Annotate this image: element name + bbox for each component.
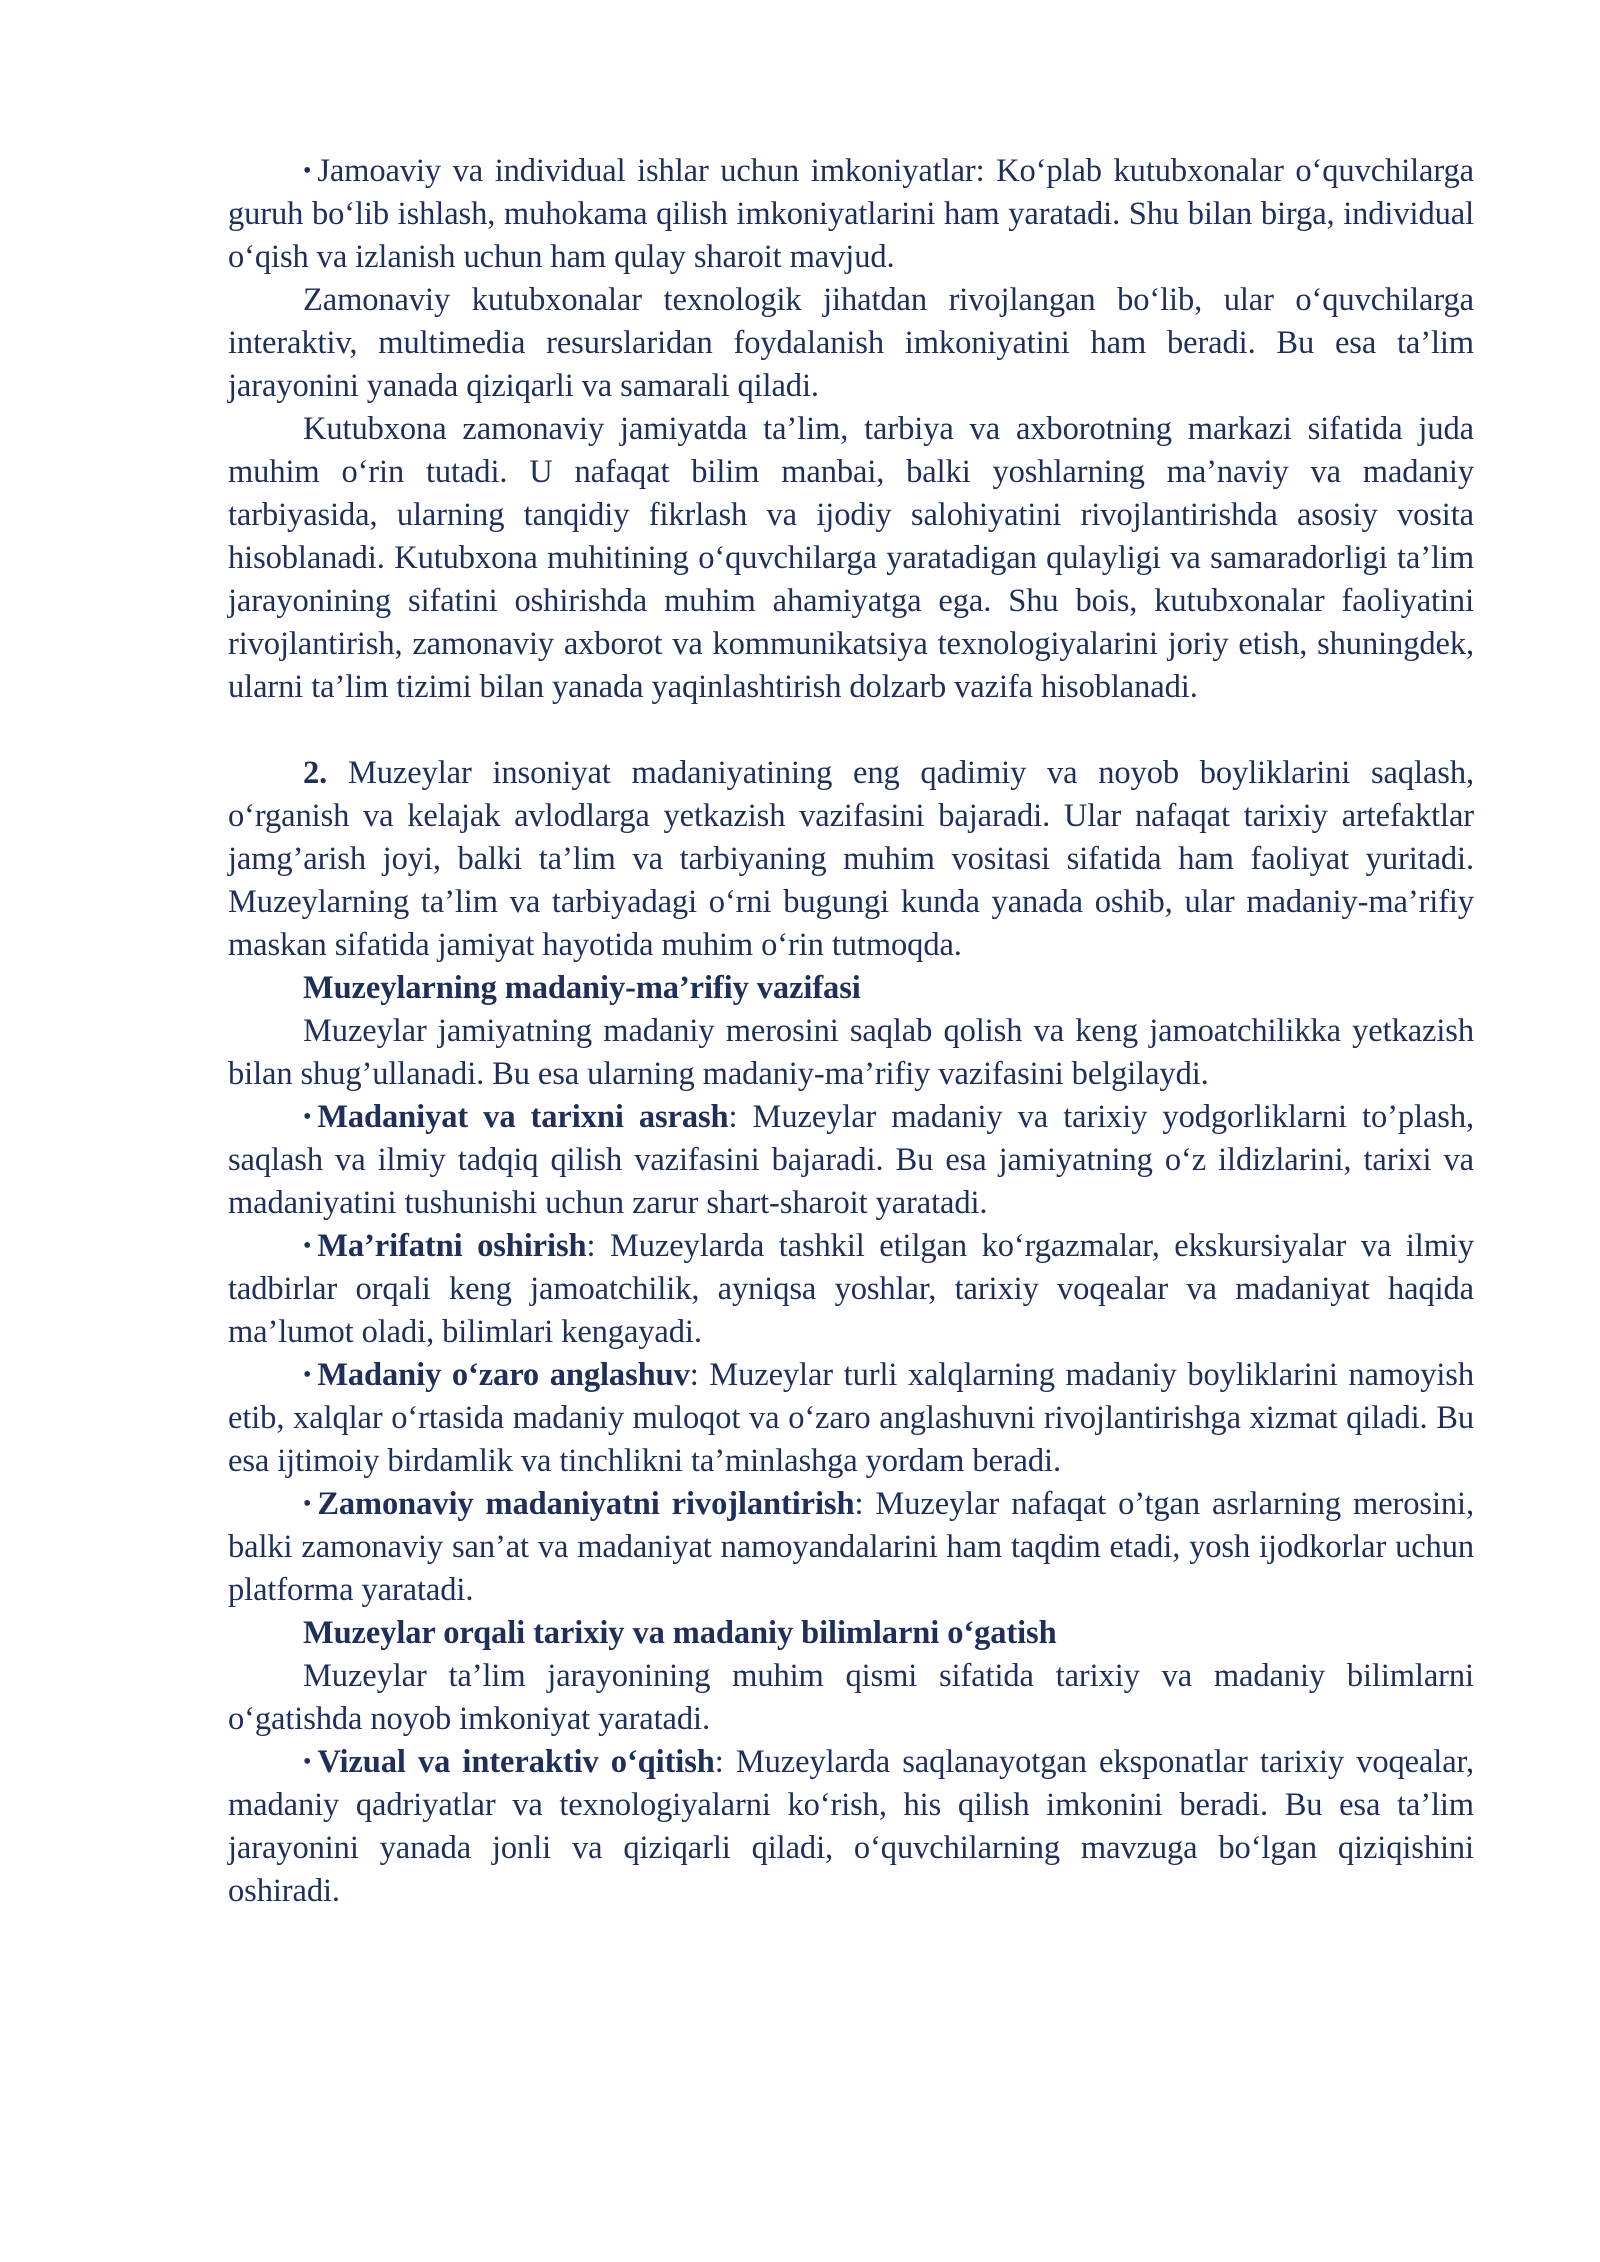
bullet-icon: •	[303, 1233, 312, 1259]
bullet-text: : Muzeylarda saqlanayotgan eksponatlar tarixiy voqealar, madaniy qadriyatlar va texnologiyalarni ko‘rish, his qilish imkonini beradi. Bu esa ta’lim jarayonini yanada jonli va qiziqarli qiladi, o‘quvchilarning mavzuga bo‘lgan qiziqishini oshiradi.	[228, 1744, 1474, 1909]
paragraph-library-role: Kutubxona zamonaviy jamiyatda ta’lim, tarbiya va axborotning markazi sifatida juda muhim o‘rin tutadi. U nafaqat bilim manbai, balki yoshlarning ma’naviy va madaniy tarbiyasida, ularning tanqidiy fikrlash va ijodiy salohiyatini rivojlantirishda asosiy vosita hisoblanadi. Kutubxona muhitining o‘quvchilarga yaratadigan qulayligi va samaradorligi ta’lim jarayonining sifatini oshirishda muhim ahamiyatga ega. Shu bois, kutubxonalar faoliyatini rivojlantirish, zamonaviy axborot va kommunikatsiya texnologiyalarini joriy etish, shuningdek, ularni ta’lim tizimi bilan yanada yaqinlashtirish dolzarb vazifa hisoblanadi.	[228, 411, 1474, 705]
bullet-preserve-history	[228, 1096, 1474, 1225]
heading-cultural-mission: Muzeylarning madaniy-ma’rifiy vazifasi	[303, 970, 861, 1006]
bullet-visual-learning	[228, 1741, 1474, 1913]
bullet-text: : Muzeylarda tashkil etilgan ko‘rgazmalar, ekskursiyalar va ilmiy tadbirlar orqali keng jamoatchilik, ayniqsa yoshlar, tarixiy voqealar va madaniyat haqida ma’lumot oladi, bilimlari kengayadi.	[228, 1228, 1474, 1350]
section-number: 2.	[303, 755, 328, 791]
document-page	[228, 150, 1474, 1913]
bullet-cultural-understanding	[228, 1354, 1474, 1483]
bullet-enlightenment	[228, 1225, 1474, 1354]
bullet-lead: Madaniyat va tarixni asrash	[317, 1099, 729, 1135]
bullet-icon: •	[303, 158, 312, 184]
bullet-text: : Muzeylar turli xalqlarning madaniy boyliklarini namoyish etib, xalqlar o‘rtasida madaniy muloqot va o‘zaro anglashuvni rivojlantirishga xizmat qiladi. Bu esa ijtimoiy birdamlik va tinchlikni ta’minlashga yordam beradi.	[228, 1357, 1474, 1479]
paragraph-modern-libraries: Zamonaviy kutubxonalar texnologik jihatdan rivojlangan bo‘lib, ular o‘quvchilarga interaktiv, multimedia resurslaridan foydalanish imkoniyatini ham beradi. Bu esa ta’lim jarayonini yanada qiziqarli va samarali qiladi.	[228, 282, 1474, 404]
bullet-lead: Vizual va interaktiv o‘qitish	[317, 1744, 715, 1780]
blank-line	[228, 709, 1474, 752]
paragraph-text: Muzeylar insoniyat madaniyatining eng qadimiy va noyob boyliklarini saqlash, o‘rganish va kelajak avlodlarga yetkazish vazifasini bajaradi. Ular nafaqat tarixiy artefaktlar jamg’arish joyi, balki ta’lim va tarbiyaning muhim vositasi sifatida ham faoliyat yuritadi. Muzeylarning ta’lim va tarbiyadagi o‘rni bugungi kunda yanada oshib, ular madaniy-ma’rifiy maskan sifatida jamiyat hayotida muhim o‘rin tutmoqda.	[228, 755, 1474, 963]
paragraph-teaching-knowledge: Muzeylar ta’lim jarayonining muhim qismi sifatida tarixiy va madaniy bilimlarni o‘gatishda noyob imkoniyat yaratadi.	[228, 1658, 1474, 1737]
bullet-icon: •	[303, 1104, 312, 1130]
bullet-paragraph-collaboration	[228, 150, 1474, 279]
bullet-modern-culture	[228, 1483, 1474, 1612]
heading-teaching-knowledge: Muzeylar orqali tarixiy va madaniy bilimlarni o‘gatish	[303, 1615, 1057, 1651]
paragraph-cultural-mission: Muzeylar jamiyatning madaniy merosini saqlab qolish va keng jamoatchilikka yetkazish bilan shug’ullanadi. Bu esa ularning madaniy-ma’rifiy vazifasini belgilaydi.	[228, 1013, 1474, 1092]
section-2-intro	[228, 752, 1474, 967]
bullet-icon: •	[303, 1491, 312, 1517]
bullet-lead: Ma’rifatni oshirish	[317, 1228, 587, 1264]
bullet-text: : Muzeylar nafaqat o’tgan asrlarning merosini, balki zamonaviy san’at va madaniyat namoyandalarini ham taqdim etadi, yosh ijodkorlar uchun platforma yaratadi.	[228, 1486, 1474, 1608]
bullet-lead: Zamonaviy madaniyatni rivojlantirish	[317, 1486, 855, 1522]
bullet-lead: Madaniy o‘zaro anglashuv	[317, 1357, 690, 1393]
bullet-icon: •	[303, 1749, 312, 1775]
bullet-text: : Muzeylar madaniy va tarixiy yodgorliklarni to’plash, saqlash va ilmiy tadqiq qilish vazifasini bajaradi. Bu esa jamiyatning o‘z ildizlarini, tarixi va madaniyatini tushunishi uchun zarur shart-sharoit yaratadi.	[228, 1099, 1474, 1221]
paragraph-text: Jamoaviy va individual ishlar uchun imkoniyatlar: Ko‘plab kutubxonalar o‘quvchilarga guruh bo‘lib ishlash, muhokama qilish imkoniyatlarini ham yaratadi. Shu bilan birga, individual o‘qish va izlanish uchun ham qulay sharoit mavjud.	[228, 153, 1474, 275]
bullet-icon: •	[303, 1362, 312, 1388]
